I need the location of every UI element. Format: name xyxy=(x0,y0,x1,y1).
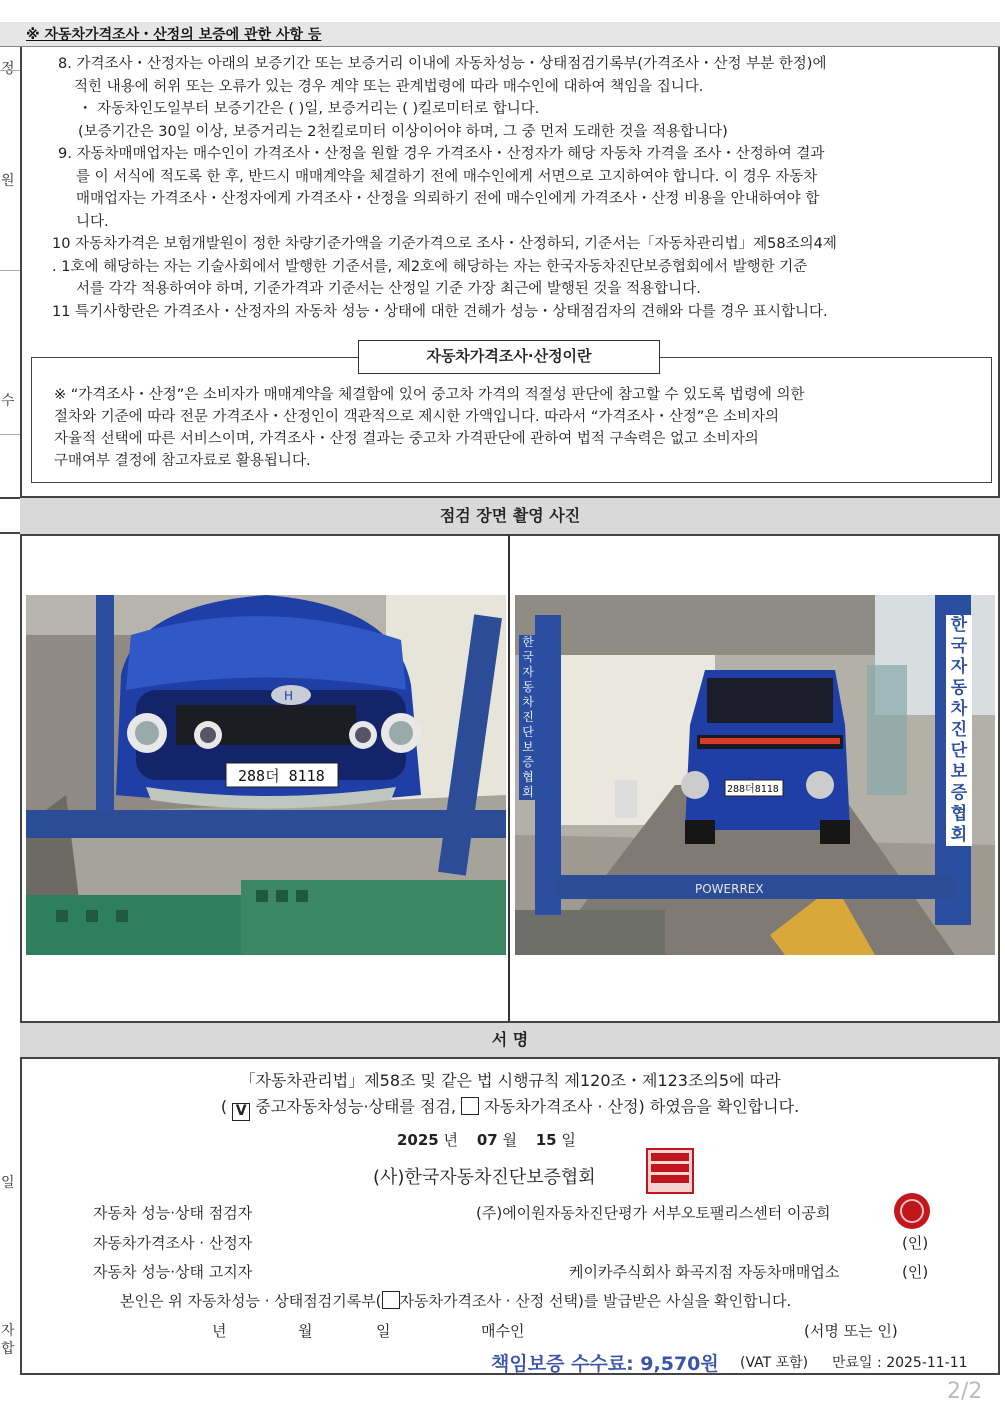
item-line: 서를 각각 적용하여야 하며, 기준가격과 기준서는 산정일 기준 가장 최근에 발행된 것을 적용합니다. xyxy=(76,281,701,297)
price-assessor-label: 자동차가격조사 · 산정자 xyxy=(93,1234,253,1252)
definition-text xyxy=(54,384,979,472)
issue-day: 15 xyxy=(535,1131,557,1149)
confirm-prefix: 본인은 위 자동차성능 · 상태점검기록부( xyxy=(120,1292,382,1310)
definition-line: 자율적 선택에 따른 서비스이며, 가격조사・산정 결과는 중고차 가격판단에 관하여 법적 구속력은 없고 소비자의 xyxy=(54,431,759,447)
lift-brand: POWERREX xyxy=(695,882,764,896)
car-rear-photo xyxy=(515,595,995,955)
signature-title: 서 명 xyxy=(20,1021,1000,1059)
strip-char: 수 xyxy=(1,393,15,409)
item-11 xyxy=(52,301,993,324)
license-plate-rear: 288더8118 xyxy=(727,784,779,795)
option-price: 자동차가격조사 · 산정) 하였음을 확인합니다. xyxy=(484,1097,800,1116)
definition-title: 자동차가격조사·산정이란 xyxy=(358,340,660,374)
buyer-label: 매수인 xyxy=(481,1322,525,1340)
item-line: 9. 자동차매매업자는 매수인이 가격조사・산정을 원할 경우 가격조사・산정자가 해당 자동차 가격을 조사・산정하여 결과 xyxy=(58,146,825,162)
notifier-label: 자동차 성능·상태 고지자 xyxy=(93,1263,253,1281)
definition-line: 절차와 기준에 따라 전문 가격조사・산정인이 객관적으로 제시한 가액입니다. 따라서 “가격조사・산정”은 소비자의 xyxy=(54,409,780,425)
price-assessor-seal: (인) xyxy=(902,1234,929,1252)
item-line: 10 자동차가격은 보험개발원이 정한 차량기준가액을 기준가격으로 조사・산정하되, 기준서는「자동차관리법」제58조의4제 xyxy=(52,236,837,252)
item-line: 매매업자는 가격조사・산정자에게 가격조사・산정을 의뢰하기 전에 매수인에게 가격조사・산정 비용을 안내하여야 합 xyxy=(76,191,820,207)
brand-logo: H xyxy=(284,689,294,703)
association-name: (사)한국자동차진단보증협회 xyxy=(373,1167,596,1188)
year-unit: 년 xyxy=(443,1131,459,1149)
page-number: 2/2 xyxy=(947,1379,983,1404)
item-line: 적힌 내용에 허위 또는 오류가 있는 경우 계약 또는 관계법령에 따라 매수인에 대하여 책임을 집니다. xyxy=(74,78,704,95)
buyer-month-unit: 월 xyxy=(298,1322,313,1340)
definition-line: 구매여부 결정에 참고자료로 활용됩니다. xyxy=(54,453,311,469)
pillar-text-right: 한국자동차진단보증협회 xyxy=(946,615,972,846)
price-check-checkbox[interactable] xyxy=(461,1097,479,1115)
association-seal-icon xyxy=(646,1148,694,1194)
buyer-year-unit: 년 xyxy=(212,1322,227,1340)
license-plate-front: 288더 8118 xyxy=(238,767,325,785)
day-unit: 일 xyxy=(561,1131,576,1149)
expiry-date: 만료일 : 2025-11-11 xyxy=(832,1355,968,1371)
buyer-day-unit: 일 xyxy=(376,1322,391,1340)
notifier-seal: (인) xyxy=(902,1263,929,1281)
inspection-photo-rear xyxy=(515,595,995,955)
paren-open: ( xyxy=(220,1097,228,1116)
receipt-confirmation xyxy=(120,1290,791,1311)
photos-title: 점검 장면 촬영 사진 xyxy=(20,496,1000,536)
notice-items xyxy=(52,53,993,323)
issue-month: 07 xyxy=(476,1131,498,1149)
item-9 xyxy=(58,143,993,233)
item-10 xyxy=(52,233,993,301)
inspector-label: 자동차 성능·상태 점검자 xyxy=(93,1204,253,1222)
item-8 xyxy=(58,53,993,143)
inspection-photo-front xyxy=(26,595,506,955)
issue-year: 2025 xyxy=(397,1131,439,1149)
inspector-value: (주)에이원자동차진단평가 서부오토팰리스센터 이공희 xyxy=(476,1204,831,1222)
strip-char: 합 xyxy=(1,1341,15,1357)
strip-char: 자 xyxy=(1,1323,15,1339)
item-line: (보증기간은 30일 이상, 보증거리는 2천킬로미터 이상이어야 하며, 그 중 먼저 도래한 것을 적용합니다) xyxy=(78,123,728,140)
notifier-value: 케이카주식회사 화곡지점 자동차매매업소 xyxy=(569,1263,840,1281)
strip-char: 원 xyxy=(1,173,15,189)
item-line: 니다. xyxy=(76,213,109,230)
option-performance: 중고자동차성능·상태를 점검, xyxy=(255,1097,456,1116)
confirm-suffix: 자동차가격조사 · 산정 선택)를 발급받은 사실을 확인합니다. xyxy=(399,1292,792,1310)
issue-date xyxy=(397,1129,576,1150)
month-unit: 월 xyxy=(502,1131,517,1149)
item-line: 를 이 서식에 적도록 한 후, 반드시 매매계약을 체결하기 전에 매수인에게 서면으로 고지하여야 합니다. 이 경우 자동차 xyxy=(76,168,818,185)
law-reference: 「자동차관리법」제58조 및 같은 법 시행규칙 제120조・제123조의5에 따라 xyxy=(239,1071,781,1090)
item-line: . 1호에 해당하는 자는 기술사회에서 발행한 기준서를, 제2호에 해당하는 자는 한국자동차진단보증협회에서 발행한 기준 xyxy=(52,258,808,275)
left-margin-strip xyxy=(0,22,22,1375)
receipt-price-checkbox[interactable] xyxy=(382,1291,400,1309)
car-front-photo xyxy=(26,595,506,955)
strip-char: 일 xyxy=(1,1175,15,1191)
performance-check-checkbox[interactable]: V xyxy=(232,1103,250,1121)
photo-divider xyxy=(508,535,510,1021)
definition-line: ※ “가격조사・산정”은 소비자가 매매계약을 체결함에 있어 중고차 가격의 적절성 판단에 참고할 수 있도록 법령에 의한 xyxy=(54,387,805,403)
item-line: 8. 가격조사・산정자는 아래의 보증기간 또는 보증거리 이내에 자동차성능・상태점검기록부(가격조사・산정 부분 한정)에 xyxy=(58,56,827,72)
buyer-signature-field[interactable]: (서명 또는 인) xyxy=(804,1322,898,1340)
pillar-text-left: 한국자동차진단보증협회 xyxy=(519,635,537,800)
warranty-fee: 책임보증 수수료: 9,570원 xyxy=(491,1353,719,1375)
strip-char: 정 xyxy=(1,61,15,77)
section-title: ※ 자동차가격조사・산정의 보증에 관한 사항 등 xyxy=(26,27,322,43)
item-line: 11 특기사항란은 가격조사・산정자의 자동차 성능・상태에 대한 견해가 성능・상태점검자의 견해와 다를 경우 표시합니다. xyxy=(52,303,828,320)
inspector-seal-icon xyxy=(894,1193,930,1229)
item-line: ・ 자동차인도일부터 보증기간은 ( )일, 보증거리는 ( )킬로미터로 합니다. xyxy=(78,101,540,117)
vat-note: (VAT 포함) xyxy=(740,1355,809,1371)
inspection-type-line xyxy=(20,1094,1000,1121)
